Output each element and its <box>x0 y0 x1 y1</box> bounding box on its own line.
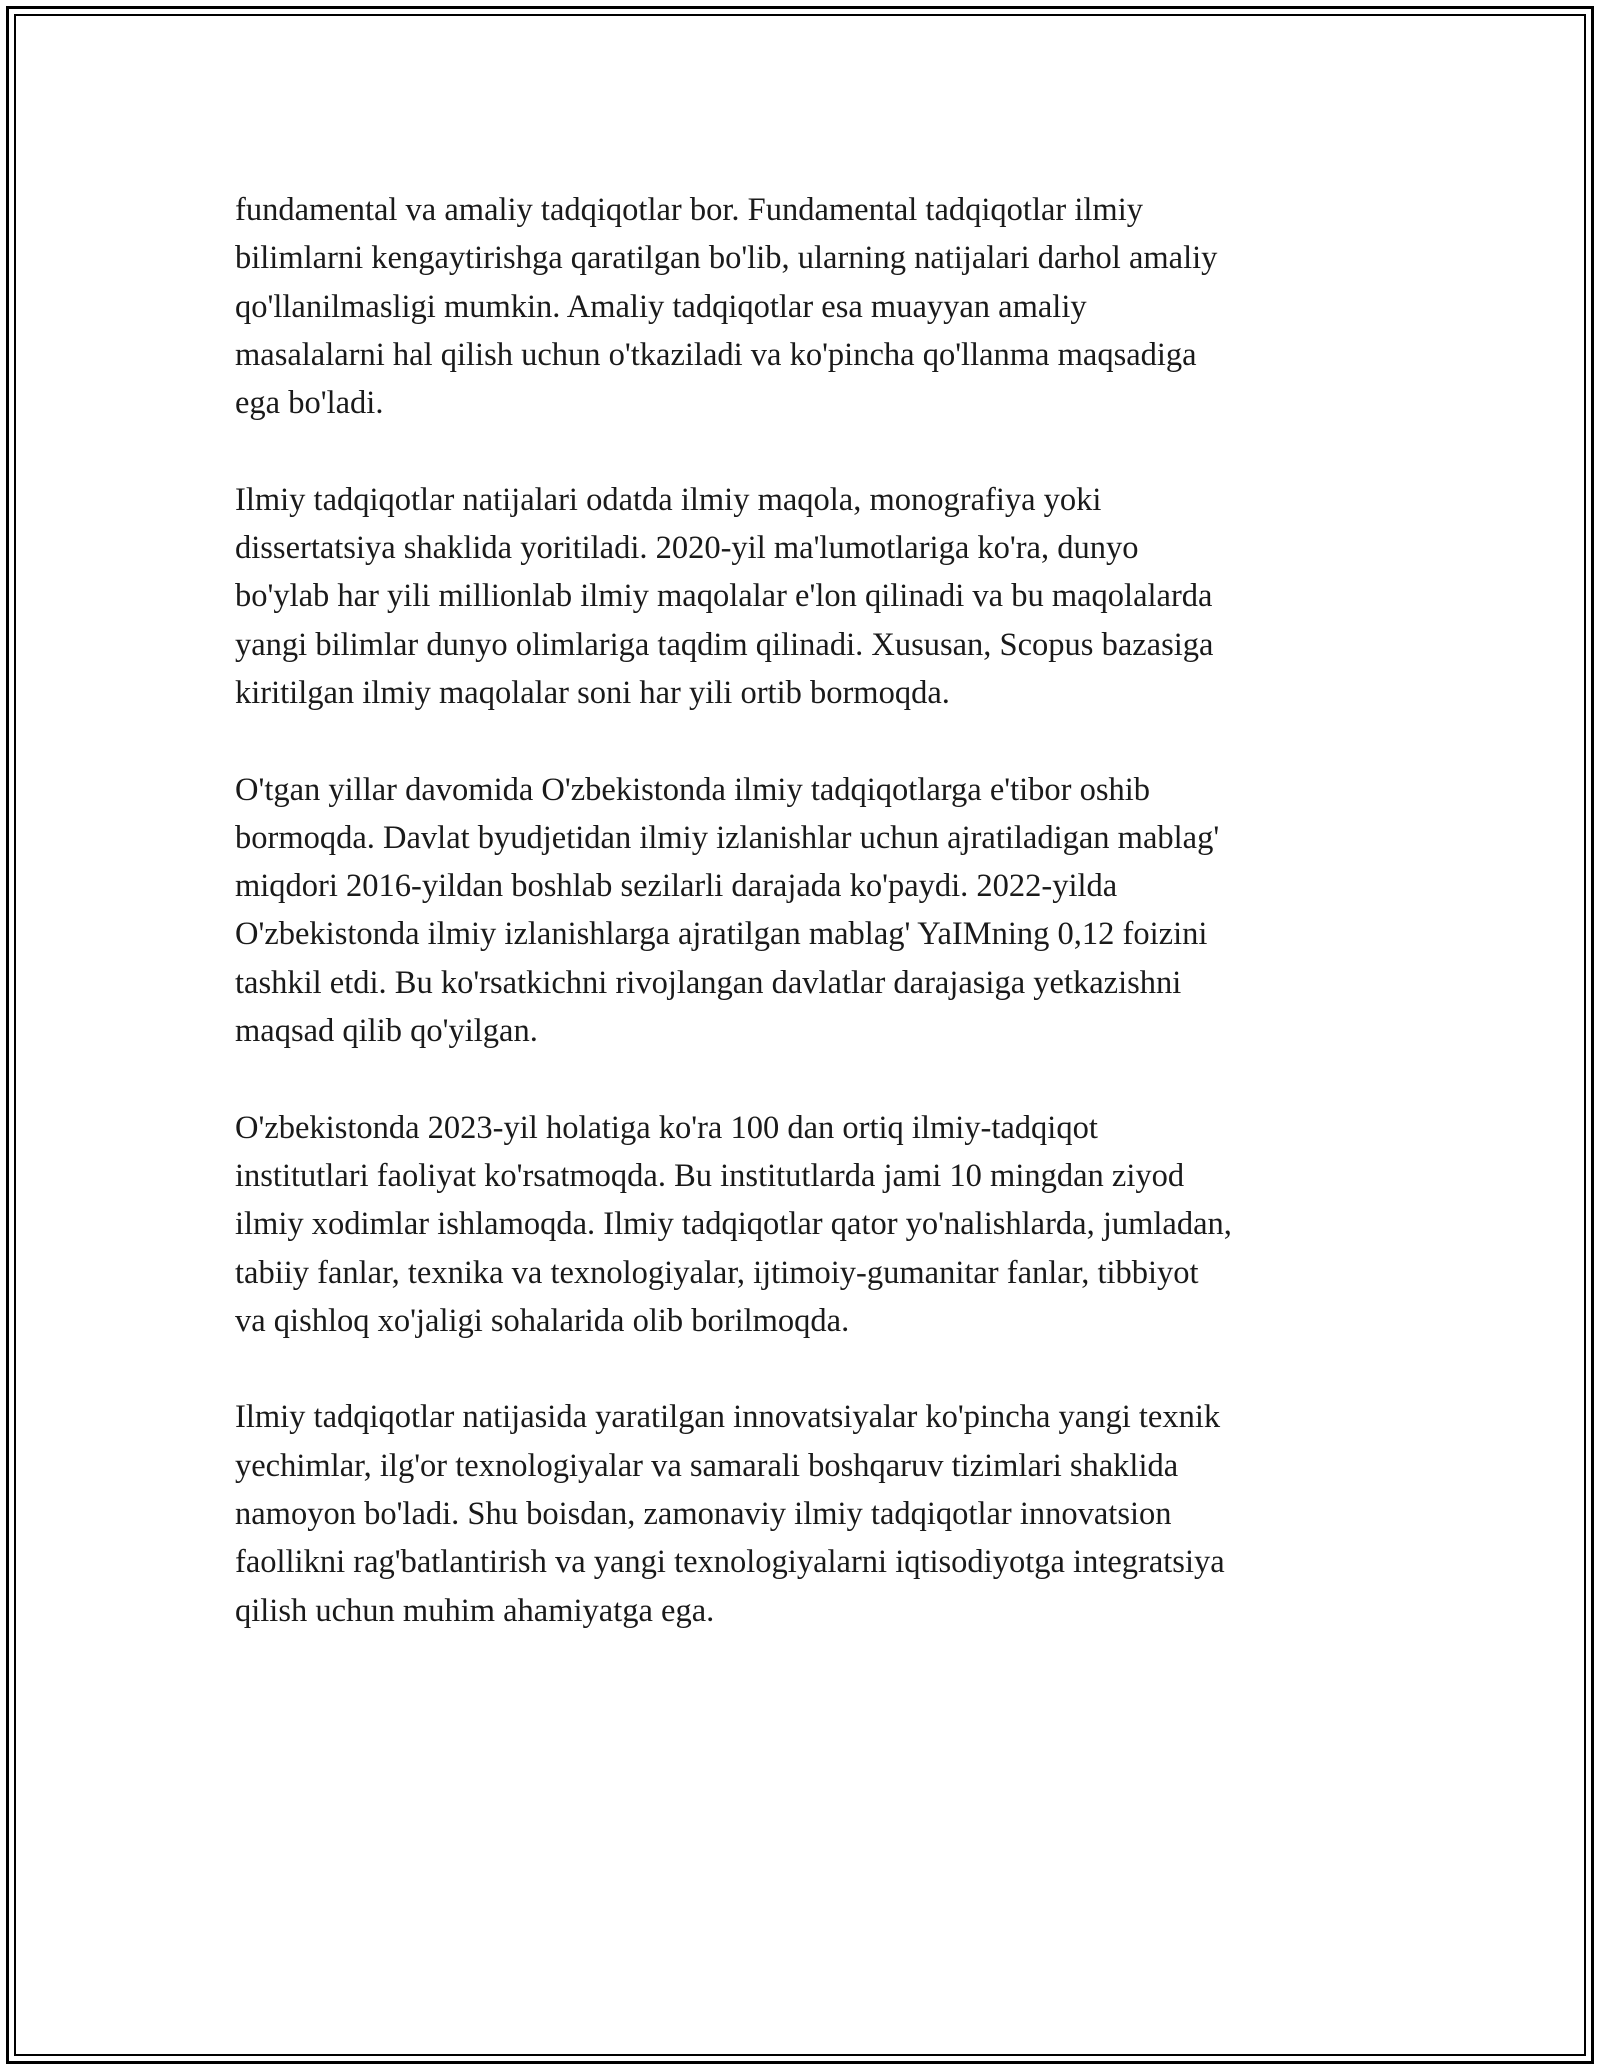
paragraph-2: Ilmiy tadqiqotlar natijalari odatda ilmiy maqola, monografiya yoki dissertatsiya shaklida yoritiladi. 2020-yil ma'lumotlariga ko'ra, dunyo bo'ylab har yili millionlab ilmiy maqolalar e'lon qilinadi va bu maqolalarda yangi bilimlar dunyo olimlariga taqdim qilinadi. Xususan, Scopus bazasiga kiritilgan ilmiy maqolalar soni har yili ortib bormoqda. <box>235 481 1214 711</box>
paragraph-5: Ilmiy tadqiqotlar natijasida yaratilgan innovatsiyalar ko'pincha yangi texnik yechimlar, ilg'or texnologiyalar va samarali boshqaruv tizimlari shaklida namoyon bo'ladi. Shu boisdan, zamonaviy ilmiy tadqiqotlar innovatsion faollikni rag'batlantirish va yangi texnologiyalarni iqtisodiyotga integratsiya qilish uchun muhim ahamiyatga ega. <box>235 1399 1225 1629</box>
paragraph-4: O'zbekistonda 2023-yil holatiga ko'ra 100 dan ortiq ilmiy-tadqiqot institutlari faoliyat ko'rsatmoqda. Bu institutlarda jami 10 mingdan ziyod ilmiy xodimlar ishlamoqda. Ilmiy tadqiqotlar qator yo'nalishlarda, jumladan, tabiiy fanlar, texnika va texnologiyalar, ijtimoiy-gumanitar fanlar, tibbiyot va qishloq xo'jaligi sohalarida olib borilmoqda. <box>235 1109 1232 1339</box>
document-body <box>235 186 1365 1683</box>
paragraph-3: O'tgan yillar davomida O'zbekistonda ilmiy tadqiqotlarga e'tibor oshib bormoqda. Davlat byudjetidan ilmiy izlanishlar uchun ajratiladigan mablag' miqdori 2016-yildan boshlab sezilarli darajada ko'paydi. 2022-yilda O'zbekistonda ilmiy izlanishlarga ajratilgan mablag' YaIMning 0,12 foizini tashkil etdi. Bu ko'rsatkichni rivojlangan davlatlar darajasiga yetkazishni maqsad qilib qo'yilgan. <box>235 771 1220 1050</box>
paragraph-1: fundamental va amaliy tadqiqotlar bor. Fundamental tadqiqotlar ilmiy bilimlarni kengaytirishga qaratilgan bo'lib, ularning natijalari darhol amaliy qo'llanilmasligi mumkin. Amaliy tadqiqotlar esa muayyan amaliy masalalarni hal qilish uchun o'tkaziladi va ko'pincha qo'llanma maqsadiga ega bo'ladi. <box>235 192 1218 422</box>
